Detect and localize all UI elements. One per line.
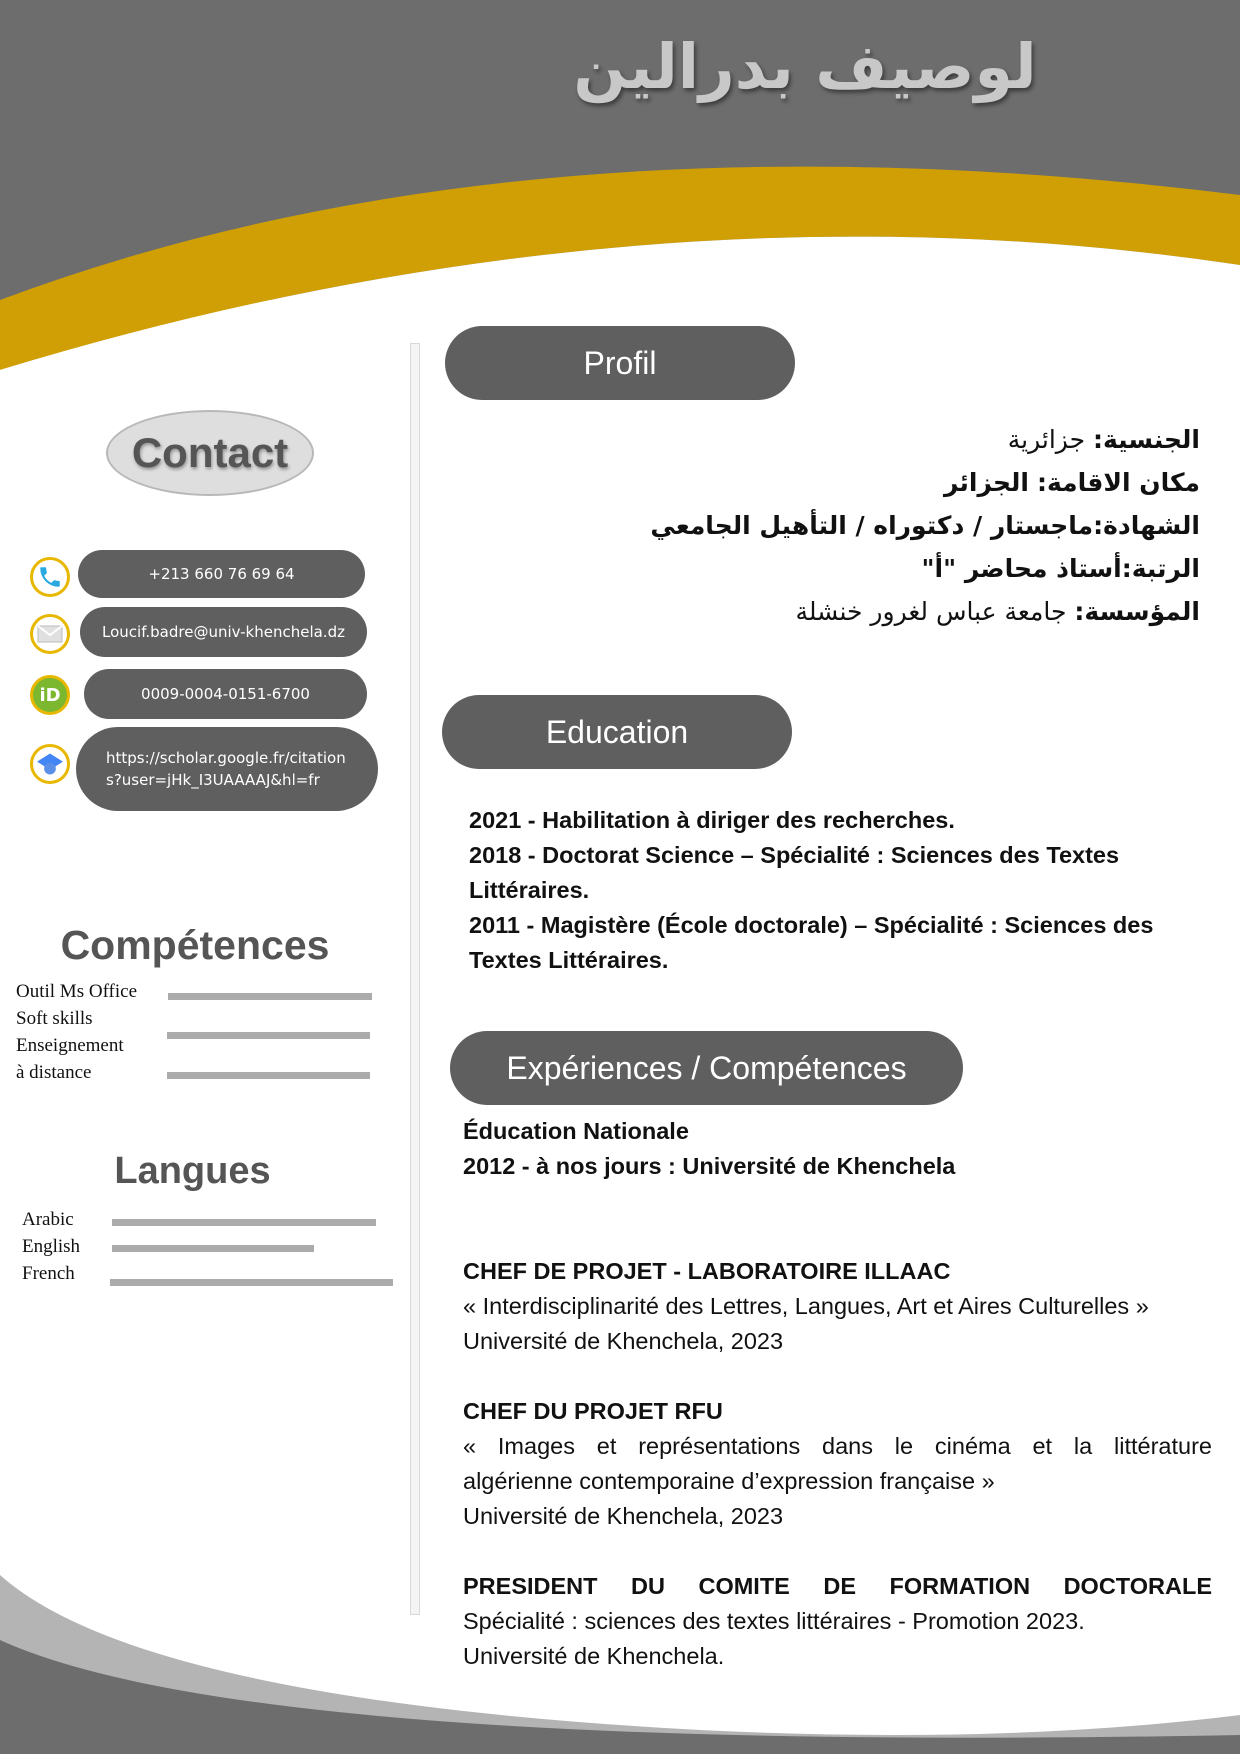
profil-line: الشهادة:ماجستار / دكتوراه / التأهيل الجامعي bbox=[650, 511, 1200, 540]
education-list bbox=[469, 803, 1189, 978]
profil-details bbox=[440, 418, 1200, 633]
contact-heading: Contact bbox=[106, 410, 314, 496]
name-title: لوصيف بدرالين bbox=[573, 30, 1037, 103]
phone-icon bbox=[30, 557, 70, 597]
google-scholar-icon bbox=[30, 744, 70, 784]
skill-label: Soft skills bbox=[16, 1008, 93, 1029]
education-heading: Education bbox=[442, 695, 792, 769]
competences-heading: Compétences bbox=[60, 922, 330, 968]
education-item: 2021 - Habilitation à diriger des recherches. bbox=[469, 807, 955, 833]
experience-title: PRESIDENT DU COMITE DE FORMATION DOCTORALE bbox=[463, 1573, 1212, 1599]
experience-place: Université de Khenchela. bbox=[463, 1643, 725, 1669]
skill-bar bbox=[168, 993, 372, 1000]
language-bar bbox=[110, 1279, 393, 1286]
experience-desc: Spécialité : sciences des textes littéraires - Promotion 2023. bbox=[463, 1608, 1085, 1634]
experiences-list bbox=[463, 1114, 1212, 1674]
scholar-link[interactable]: https://scholar.google.fr/citations?user=jHk_I3UAAAAJ&hl=fr bbox=[76, 727, 378, 811]
experience-title: CHEF DU PROJET RFU bbox=[463, 1398, 723, 1424]
profil-line: المؤسسة: جامعة عباس لغرور خنشلة bbox=[795, 597, 1200, 626]
skill-label: Outil Ms Office bbox=[16, 981, 138, 1002]
education-item: 2018 - Doctorat Science – Spécialité : Sciences des Textes Littéraires. bbox=[469, 842, 1120, 903]
language-label: English bbox=[22, 1236, 81, 1257]
experience-desc: « Images et représentations dans le cinéma et la littérature bbox=[463, 1433, 1212, 1459]
experience-intro: 2012 - à nos jours : Université de Khenchela bbox=[463, 1153, 956, 1179]
profil-line: الجنسية: جزائرية bbox=[1007, 425, 1200, 454]
orcid-field[interactable]: 0009-0004-0151-6700 bbox=[84, 669, 367, 719]
profil-line: مكان الاقامة: الجزائر bbox=[943, 468, 1200, 497]
skill-bar bbox=[167, 1072, 370, 1079]
experience-intro: Éducation Nationale bbox=[463, 1118, 689, 1144]
experiences-heading: Expériences / Compétences bbox=[450, 1031, 963, 1105]
langues-heading: Langues bbox=[114, 1150, 271, 1192]
experience-place: Université de Khenchela, 2023 bbox=[463, 1503, 784, 1529]
orcid-icon: iD bbox=[30, 675, 70, 715]
language-bar bbox=[112, 1245, 314, 1252]
experience-title: CHEF DE PROJET - LABORATOIRE ILLAAC bbox=[463, 1258, 951, 1284]
language-bar bbox=[112, 1219, 376, 1226]
email-field[interactable]: Loucif.badre@univ-khenchela.dz bbox=[80, 607, 367, 657]
skill-label: à distance bbox=[16, 1062, 92, 1083]
phone-field[interactable]: +213 660 76 69 64 bbox=[78, 550, 365, 598]
education-item: 2011 - Magistère (École doctorale) – Spécialité : Sciences des Textes Littéraires. bbox=[469, 912, 1154, 973]
mail-icon bbox=[30, 614, 70, 654]
profil-line: الرتبة:أستاذ محاضر "أ" bbox=[921, 554, 1200, 583]
experience-place: Université de Khenchela, 2023 bbox=[463, 1328, 784, 1354]
experience-desc: « Interdisciplinarité des Lettres, Langues, Art et Aires Culturelles » bbox=[463, 1293, 1149, 1319]
language-label: French bbox=[22, 1263, 75, 1284]
vertical-divider bbox=[410, 343, 420, 1615]
profil-heading: Profil bbox=[445, 326, 795, 400]
experience-desc: algérienne contemporaine d’expression française » bbox=[463, 1468, 995, 1494]
language-label: Arabic bbox=[22, 1209, 74, 1230]
skill-bar bbox=[167, 1032, 370, 1039]
skill-label: Enseignement bbox=[16, 1035, 124, 1056]
